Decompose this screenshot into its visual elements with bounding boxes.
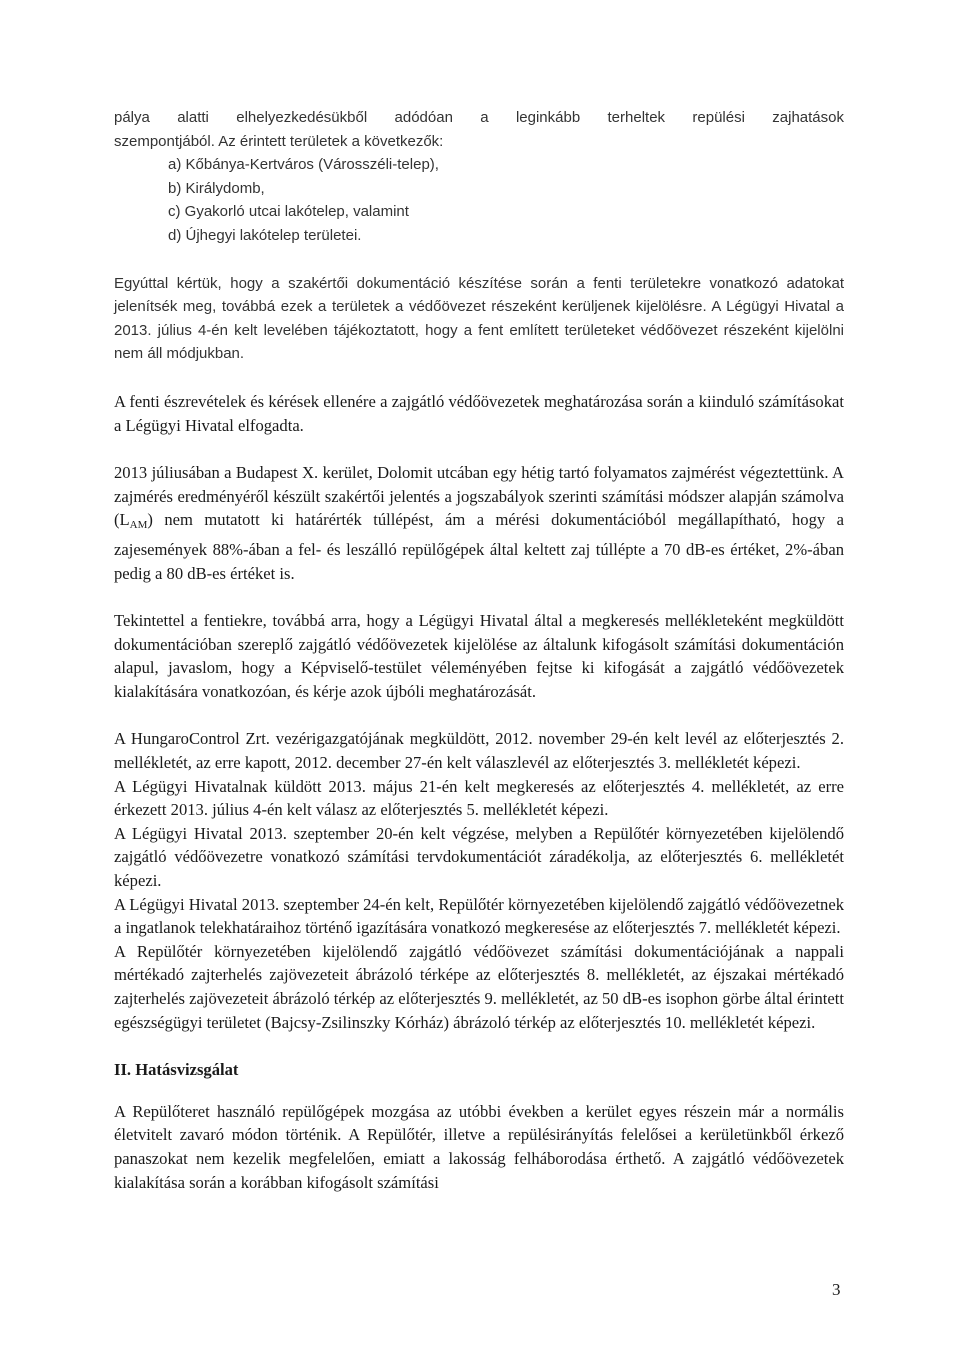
attachment-item: A HungaroControl Zrt. vezérigazgatójának megküldött, 2012. november 29-én kelt levél az előterjesztés 2. mellékletét, az erre kapott, 2012. december 27-én kelt válaszlevél az előterjesztés 3. mellékletét képezi. — [114, 729, 844, 773]
document-page — [114, 106, 844, 1194]
intro-line-1: pálya alatti elhelyezkedésükből adódóan a leginkább terheltek repülési zajhatások — [114, 109, 844, 126]
paragraph-accepted: A fenti észrevételek és kérések ellenére a zajgátló védőövezetek meghatározása során a kiinduló számításokat a Légügyi Hivatal elfogadta. — [114, 391, 844, 435]
measurement-text-a: 2013 júliusában a Budapest X. kerület, Dolomit utcában egy hétig tartó folyamatos zajmérést végeztettünk. A zajmérés eredményéről készült szakértői jelentés a jogszabályok szerinti számítási módszer alapján számolva (L — [114, 463, 844, 530]
paragraph-impact: A Repülőteret használó repülőgépek mozgása az utóbbi években a kerület egyes részein már a normális életvitelt zavaró módon történik. A Repülőtér, illetve a repülésirányítás felelősei a kerületünkből érkező panaszokat nem kezelik megfelelően, emiatt a lakosság felháborodása érthető. A zajgátló védőövezetek kialakítása során a korábban kifogásolt számítási — [114, 1101, 844, 1192]
area-item-c: c) Gyakorló utcai lakótelep, valamint — [168, 203, 409, 221]
page-number: 3 — [832, 1280, 841, 1299]
paragraph-proposal: Tekintettel a fentiekre, továbbá arra, hogy a Légügyi Hivatal által a megkeresés mellékleteként megküldött dokumentációban szereplő zajgátló védőövezetek kijelölése az általunk kifogásolt számítási dokumentáción alapul, javaslom, hogy a Képviselő-testület véleményében fejtse ki kifogását a zajgátló védőövezetek kialakítására vonatkozóan, és kérje azok újbóli meghatározását. — [114, 611, 844, 701]
paragraph-request: Egyúttal kértük, hogy a szakértői dokumentáció készítése során a fenti területekre vonatkozó adatokat jelenítsék meg, továbbá ezek a területek a védőövezet részeként kerüljenek kijelölésre. A Légügyi Hivatal a 2013. július 4-én kelt levelében tájékoztatott, hogy a fent említett területeket védőövezet részeként kijelölni nem áll módjukban. — [114, 274, 844, 363]
paragraph-measurement — [114, 461, 844, 585]
attachment-item: A Légügyi Hivatalnak küldött 2013. május 21-én kelt megkeresés az előterjesztés 4. mellékletét, az erre érkezett 2013. július 4-én kelt válasz az előterjesztés 5. mellékletét képezi. — [114, 776, 844, 820]
area-item-d: d) Újhegyi lakótelep területei. — [168, 226, 362, 244]
section-heading: II. Hatásvizsgálat — [114, 1060, 239, 1080]
area-item-b: b) Királydomb, — [168, 179, 265, 197]
intro-line-2: szempontjából. Az érintett területek a következők: — [114, 132, 444, 150]
attachment-item: A Repülőtér környezetében kijelölendő zajgátló védőövezet számítási dokumentációjának a nappali mértékadó zajterhelés zajövezeteit ábrázoló térképe az előterjesztés 8. mellékletét, az éjszakai mértékadó zajterhelés zajövezeteit ábrázoló térkép az előterjesztés 9. mellékletét, az 50 dB-es isophon görbe által érintett egészségügyi területet (Bajcsy-Zsilinszky Kórház) ábrázoló térkép az előterjesztés 10. mellékletét képezi. — [114, 941, 844, 1032]
attachment-item: A Légügyi Hivatal 2013. szeptember 20-én kelt végzése, melyben a Repülőtér környezetében kijelölendő zajgátló védőövezetre vonatkozó számítási tervdokumentációt záradékolja, az előterjesztés 6. mellékletét képezi. — [114, 823, 844, 891]
attachment-item: A Légügyi Hivatal 2013. szeptember 24-én kelt, Repülőtér környezetében kijelölendő zajgátló védőövezetnek a ingatlanok telekhatáraihoz történő igazítására vonatkozó megkeresése az előterjesztés 7. mellékletét képezi. — [114, 894, 844, 938]
measurement-subscript: AM — [129, 519, 148, 532]
measurement-text-b: ) nem mutatott ki határérték túllépést, ám a mérési dokumentációból megállapítható, hogy a zajesemények 88%-ában a fel- és leszálló repülőgépek által keltett zaj túllépte a 70 dB-es értéket, 2%-ában pedig a 80 dB-es értéket is. — [114, 510, 844, 583]
area-item-a: a) Kőbánya-Kertváros (Városszéli-telep), — [168, 156, 439, 174]
